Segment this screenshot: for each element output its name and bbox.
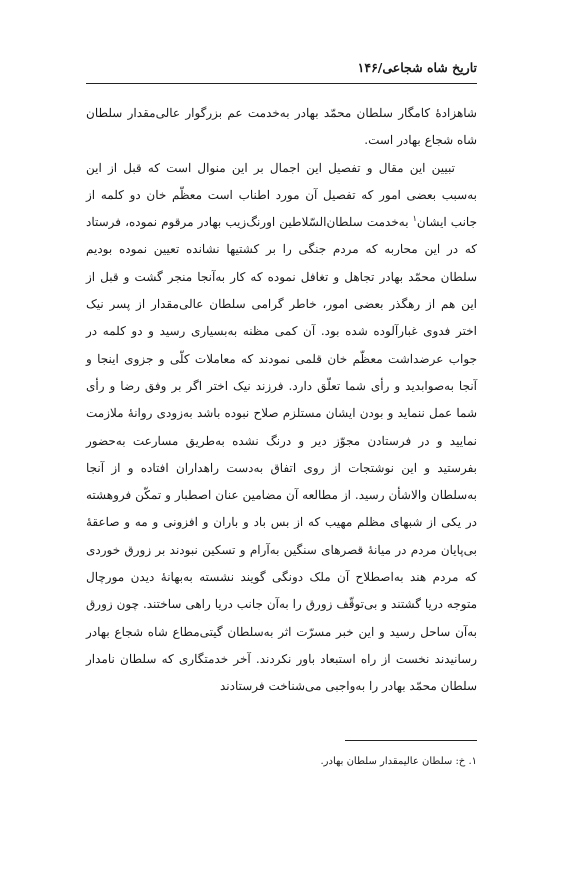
- paragraph-2-part-2: به‌خدمت سلطان‌السّلاطین اورنگ‌زیب بهادر مرقوم نموده، فرستاد که در این محاربه که مردم جنگی را بر کشتیها نشانده تعیین نموده بودیم سلطان محمّد بهادر تجاهل و تغافل نموده که کار به‌آنجا منجر گشت و قبل از این هم از رهگذر بعضی امور، خاطر گرامی سلطان عالی‌مقدار از پسر نیک اختر فدوی غبارآلوده شده بود. آن کمی مظنه به‌بسیاری رسید و دو کلمه در جواب عرضداشت معظّم خان قلمی نمودند که معاملات کلّی و جزوی اینجا و آنجا به‌صوابدید و رأی شما تعلّق دارد. فرزند نیک اختر اگر بر وفق رضا و رأی شما عمل ننماید و بودن ایشان مستلزم صلاح نبوده باشد به‌زودی روانهٔ ملازمت نمایید و در فرستادن مجوّز دیر و درنگ نشده به‌طریق مسارعت به‌حضور بفرستید و این نوشتجات از روی اتفاق به‌دست راهداران افتاده و از آنجا به‌سلطان والاشأن رسید. از مطالعه آن مضامین عنان اصطبار و تمکّن فروهشته در یکی از شبهای مظلم مهیب که از بس باد و باران و افزونی و مه و صاعقهٔ بی‌پایان مردم در میانهٔ قصرهای سنگین به‌آرام و تسکین نبودند بر زورق خوردی که مردم هند به‌اصطلاح آن ملک دونگی گویند نشسته به‌بهانهٔ دیدن مورچال متوجه دریا گشتند و بی‌توقّف زورق را به‌آن جانب دریا راهی ساختند. چون زورق به‌آن ساحل رسید و این خبر مسرّت اثر به‌سلطان گیتی‌مطاع شاه شجاع بهادر رسانیدند نخست از راه استبعاد باور نکردند. آخر خدمتگاری که سلطان نامدار سلطان محمّد بهادر را به‌واجبی می‌شناخت فرستادند: [86, 215, 477, 694]
- paragraph-1: شاهزادهٔ کامگار سلطان محمّد بهادر به‌خدمت عم بزرگوار عالی‌مقدار سلطان شاه شجاع بهادر است.: [86, 106, 477, 148]
- paragraph-2: [86, 155, 477, 701]
- footnote: ۱. خ: سلطان عالیمقدار سلطان بهادر.: [320, 756, 477, 767]
- body-text: [86, 100, 477, 701]
- footnote-rule: [345, 740, 477, 741]
- header-rule: [86, 83, 477, 84]
- running-header: تاریخ شاه شجاعی/۱۴۶: [357, 60, 477, 75]
- footnote-reference[interactable]: ۱: [412, 214, 417, 224]
- paragraph-2-part-1: تبیین این مقال و تفصیل این اجمال بر این منوال است که قبل از این به‌سبب بعضی امور که تفصیل آن مورد اطناب است معظّم خان دو کلمه از جانب ایشان: [86, 160, 478, 230]
